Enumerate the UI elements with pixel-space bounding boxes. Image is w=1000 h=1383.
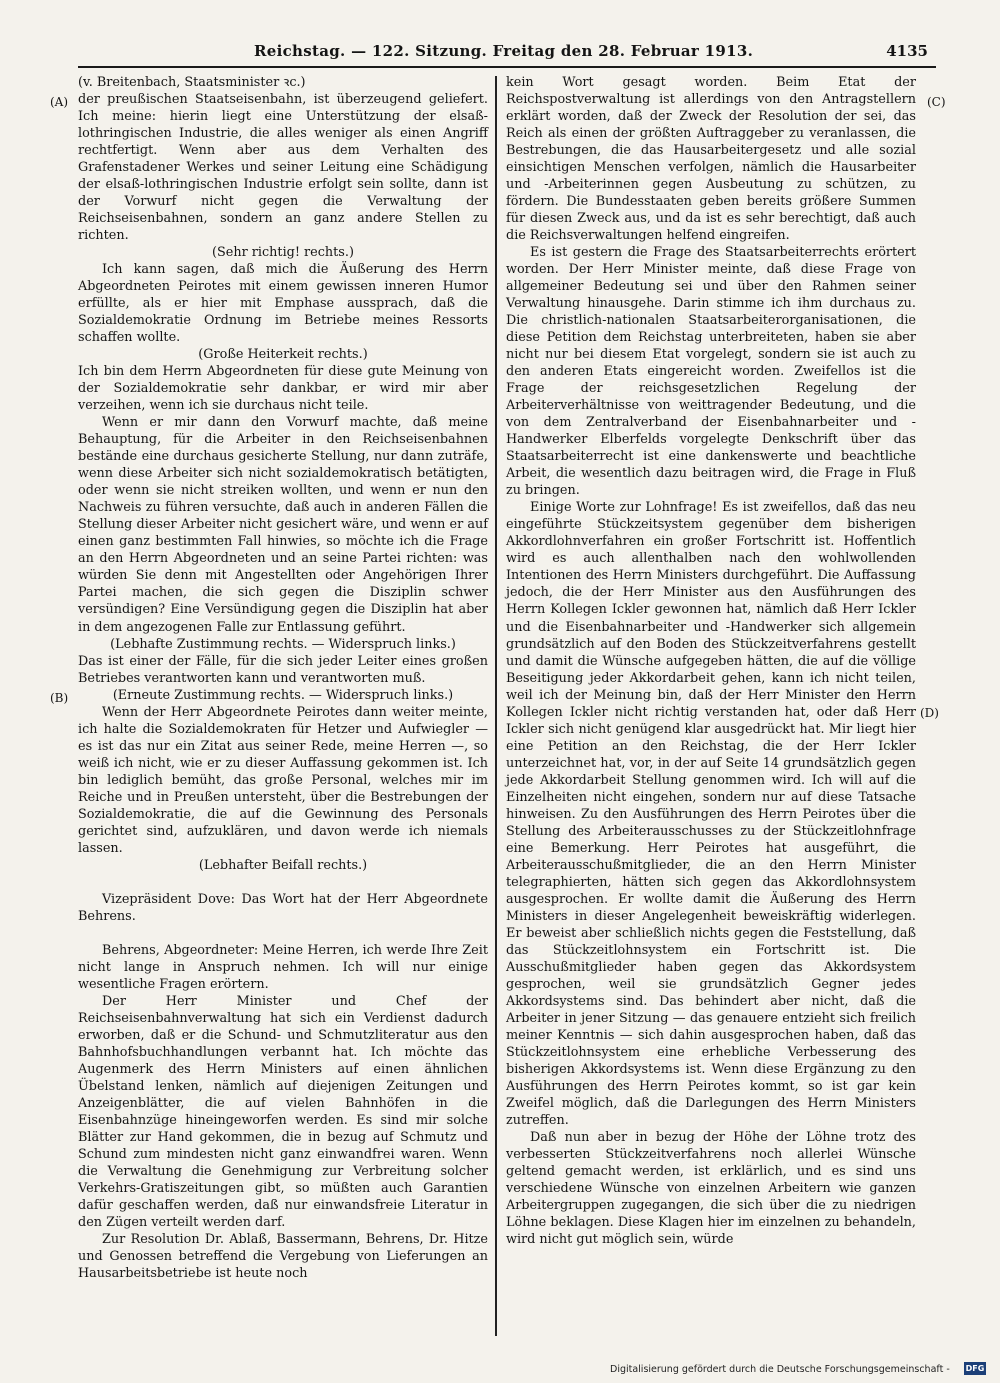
paragraph: Ich kann sagen, daß mich die Äußerung des Herrn Abgeordneten Peirotes mit einem gewissen inneren Humor erfüllte, als er hier mit Emphase aussprach, daß die Sozialdemokratie Ordnung im Betriebe meines Ressorts schaffen wollte. bbox=[78, 262, 488, 346]
interjection: (Erneute Zustimmung rechts. — Widerspruch links.) bbox=[112, 687, 454, 703]
paragraph: Wenn der Herr Abgeordnete Peirotes dann weiter meinte, ich halte die Sozialdemokraten für Hetzer und Aufwiegler — es ist das nur ein Zitat aus seiner Rede, meine Herren —, so weiß ich nicht, wie er zu dieser Auffassung gekommen ist. Ich bin lediglich bemüht, das große Personal, welches mir im Reiche und in Preußen untersteht, über die Bestrebungen der Sozialdemokratie, die auf die Gewinnung des Personals gerichtet sind, aufzuklären, und davon werde ich niemals lassen. bbox=[78, 704, 488, 856]
left-column bbox=[78, 74, 488, 1282]
header-title: Reichstag. — 122. Sitzung. Freitag den 28. Februar 1913. bbox=[254, 42, 754, 60]
paragraph: Behrens, Abgeordneter: Meine Herren, ich werde Ihre Zeit nicht lange in Anspruch nehmen. Ich will nur einige wesentliche Fragen erörtern. bbox=[78, 942, 488, 992]
paragraph: Wenn er mir dann den Vorwurf machte, daß meine Behauptung, für die Arbeiter in den Reichseisenbahnen bestände eine durchaus gesicherte Stellung, nur dann zuträfe, wenn diese Arbeiter sich nicht sozialdemokratisch betätigten, oder wenn sie nicht streiken wollten, und wenn er nun den Nachweis zu führen versuchte, daß auch in anderen Fällen die Stellung dieser Arbeiter nicht gesichert wäre, und wenn er auf einen ganz bestimmten Fall hinwies, so möchte ich die Frage an den Herrn Abgeordneten und an seine Partei richten: was würden Sie denn mit Angestellten oder Angehörigen Ihrer Partei machen, die sich gegen die Disziplin schwer versündigen? Eine Versündigung gegen die Disziplin hat aber in dem angezogenen Falle zur Entlassung geführt. bbox=[78, 415, 488, 635]
paragraph: kein Wort gesagt worden. Beim Etat der Reichspostverwaltung ist allerdings von den Antragstellern erklärt worden, daß der Zweck der Resolution der sei, das Reich als einen der größten Auftraggeber zu veranlassen, die Bestrebungen, die das Hausarbeitergesetz und alle sozial einsichtigen Menschen verfolgen, nämlich die Hausarbeiter und -Arbeiterinnen gegen Ausbeutung zu schützen, zu fördern. Die Bundesstaaten geben bereits größere Summen für diesen Zweck aus, und da ist es sehr berechtigt, daß auch die Reichsverwaltungen helfend eingreifen. bbox=[506, 75, 916, 244]
page-header bbox=[78, 40, 936, 68]
paragraph-gap bbox=[78, 874, 488, 891]
paragraph: Das ist einer der Fälle, für die sich jeder Leiter eines großen Betriebes verantworten kann und verantworten muß. bbox=[78, 653, 488, 686]
paragraph: Der Herr Minister und Chef der Reichseisenbahnverwaltung hat sich ein Verdienst dadurch erworben, daß er die Schund- und Schmutzliteratur aus den Bahnhofsbuchhandlungen verbannt hat. Ich möchte das Augenmerk des Herrn Ministers auf einen ähnlichen Übelstand lenken, nämlich auf diejenigen Zeitungen und Anzeigenblätter, die auf vielen Bahnhöfen in die Eisenbahnzüge hineingeworfen werden. Es sind mir solche Blätter zur Hand gekommen, die in bezug auf Schmutz und Schund zum mindesten nicht ganz einwandfrei waren. Wenn die Verwaltung die Genehmigung zur Verbreitung solcher Verkehrs-Gratiszeitungen gibt, so müßten auch Garantien dafür geschaffen werden, daß nur einwandsfreie Literatur in den Zügen verteilt werden darf. bbox=[78, 993, 488, 1231]
margin-marker-a: (A) bbox=[50, 95, 69, 109]
paragraph: Zur Resolution Dr. Ablaß, Bassermann, Behrens, Dr. Hitze und Genossen betreffend die Vergebung von Lieferungen an Hausarbeitsbetriebe ist heute noch bbox=[78, 1232, 488, 1282]
speaker-note: (v. Breitenbach, Staatsminister ꝛc.) bbox=[78, 75, 306, 90]
column-divider bbox=[495, 76, 497, 1336]
interjection: (Lebhafte Zustimmung rechts. — Widerspruch links.) bbox=[110, 636, 456, 652]
dfg-logo: DFG bbox=[965, 1364, 985, 1373]
paragraph: der preußischen Staatseisenbahn, ist überzeugend geliefert. Ich meine: hierin liegt eine Unterstützung der elsaß-lothringischen Industrie, die alles weniger als einen Angriff rechtfertigt. Wenn aber aus dem Verhalten des Grafenstadener Werkes und seiner Leitung eine Schädigung der elsaß-lothringischen Industrie erfolgt sein sollte, dann ist der Vorwurf nicht gegen die Verwaltung der Reichseisenbahnen, sondern an ganz andere Stellen zu richten. bbox=[78, 92, 488, 244]
page-number: 4135 bbox=[886, 42, 928, 60]
margin-marker-d: (D) bbox=[920, 706, 939, 720]
paragraph: Daß nun aber in bezug der Höhe der Löhne trotz des verbesserten Stückzeitverfahrens noch allerlei Wünsche geltend gemacht werden, ist erklärlich, und es sind uns verschiedene Wünsche von einzelnen Arbeitern wie ganzen Arbeitergruppen zugegangen, die sich über die zu niedrigen Löhne beklagen. Diese Klagen hier im einzelnen zu behandeln, wird nicht gut möglich sein, würde bbox=[506, 1129, 916, 1248]
footer-credit: Digitalisierung gefördert durch die Deutsche Forschungsgemeinschaft - bbox=[610, 1364, 950, 1375]
interjection: (Lebhafter Beifall rechts.) bbox=[198, 857, 368, 873]
margin-marker-b: (B) bbox=[50, 691, 69, 705]
paragraph: Vizepräsident Dove: Das Wort hat der Herr Abgeordnete Behrens. bbox=[78, 891, 488, 924]
paragraph: Es ist gestern die Frage des Staatsarbeiterrechts erörtert worden. Der Herr Minister meinte, daß diese Frage von allgemeiner Bedeutung sei und über den Rahmen seiner Verwaltung hinausgehe. Darin stimme ich ihm durchaus zu. Die christlich-nationalen Staatsarbeiterorganisationen, die diese Petition dem Reichstag unterbreiteten, haben sie aber nicht nur bei diesem Etat vorgelegt, sondern sie ist auch zu den anderen Etats eingereicht worden. Zweifellos ist die Frage der reichsgesetzlichen Regelung der Arbeiterverhältnisse von weittragender Bedeutung, und die von dem Zentralverband der Eisenbahnarbeiter und -Handwerker Elberfelds vorgelegte Denkschrift über das Staatsarbeiterrecht ist eine dankenswerte und beachtliche Arbeit, die wesentlich dazu beitragen wird, die Frage in Fluß zu bringen. bbox=[506, 245, 916, 499]
margin-marker-c: (C) bbox=[927, 95, 946, 109]
interjection: (Große Heiterkeit rechts.) bbox=[198, 347, 368, 363]
paragraph-gap bbox=[78, 925, 488, 942]
paragraph: Einige Worte zur Lohnfrage! Es ist zweifellos, daß das neu eingeführte Stückzeitsystem gegenüber dem bisherigen Akkordlohnverfahren ein großer Fortschritt ist. Hoffentlich wird es auch allenthalben nach den wohlwollenden Intentionen des Herrn Ministers durchgeführt. Die Auffassung jedoch, die der Herr Minister aus den Ausführungen des Herrn Kollegen Ickler gewonnen hat, nämlich daß Herr Ickler und die Eisenbahnarbeiter und -Handwerker sich allgemein grundsätzlich auf den Boden des Stückzeitverfahrens gestellt und damit die Wünsche aufgegeben hätten, die auf die völlige Beseitigung jeder Akkordarbeit gehen, kann ich nicht teilen, weil ich der Meinung bin, daß der Herr Minister den Herrn Kollegen Ickler nicht richtig verstanden hat, oder daß Herr Ickler sich nicht genügend klar ausgedrückt hat. Mir liegt hier eine Petition an den Reichstag, die der Herr Ickler unterzeichnet hat, vor, in der auf Seite 14 grundsätzlich gegen jede Akkordarbeit Stellung genommen wird. Ich will auf die Einzelheiten nicht eingehen, sondern nur auf diese Tatsache hinweisen. Zu den Ausführungen des Herrn Peirotes über die Stellung des Arbeiterausschusses zu der Stückzeitlohnfrage eine Bemerkung. Herr Peirotes hat ausgeführt, die Arbeiterausschußmitglieder, die an den Herrn Minister telegraphierten, hätten sich gegen das Akkordlohnsystem ausgesprochen. Er wollte damit die Äußerung des Herrn Ministers in dieser Angelegenheit beweiskräftig widerlegen. Er beweist aber schließlich nichts gegen die Feststellung, daß das Stückzeitlohnsystem ein Fortschritt ist. Die Ausschußmitglieder haben gegen das Akkordsystem gesprochen, weil sie grundsätzlich Gegner jedes Akkordsystems sind. Das behindert aber nicht, daß die Arbeiter in jener Sitzung — das genauere entzieht sich freilich meiner Kenntnis — sich dahin ausgesprochen haben, daß das Stückzeitlohnsystem eine erhebliche Verbesserung des bisherigen Akkordsystems ist. Wenn diese Ergänzung zu den Ausführungen des Herrn Peirotes kommt, so ist gar kein Zweifel möglich, daß die Darlegungen des Herrn Ministers zutreffen. bbox=[506, 500, 916, 1128]
paragraph: Ich bin dem Herrn Abgeordneten für diese gute Meinung von der Sozialdemokratie sehr dankbar, er wird mir aber verzeihen, wenn ich sie durchaus nicht teile. bbox=[78, 364, 488, 414]
interjection: (Sehr richtig! rechts.) bbox=[212, 245, 354, 261]
right-column bbox=[506, 74, 916, 1248]
